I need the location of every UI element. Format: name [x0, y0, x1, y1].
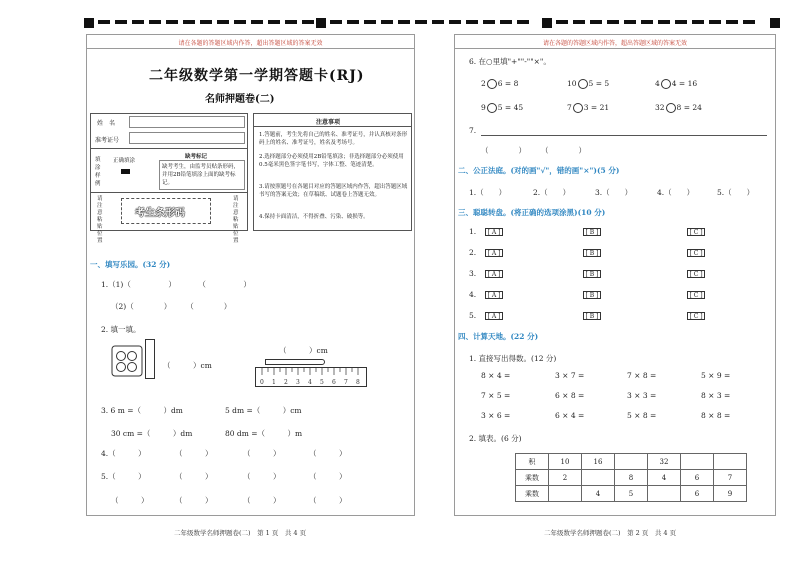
- question-5-blank[interactable]: （ ）: [309, 472, 347, 481]
- table-cell[interactable]: [549, 486, 582, 502]
- choice-question-label: 5.: [469, 311, 477, 320]
- calc-item[interactable]: 5 × 9 =: [701, 371, 731, 380]
- operator-circle[interactable]: [487, 103, 497, 113]
- table-cell: 5: [615, 486, 648, 502]
- question-2-cm-blank-left[interactable]: （ ）cm: [163, 361, 212, 370]
- table-cell: 32: [648, 454, 681, 470]
- question-2: 2. 填一填。: [101, 325, 141, 334]
- section-3-title: 三、聪聪转盘。(将正确的选项涂黑)(10 分): [458, 208, 606, 217]
- table-cell: 8: [615, 470, 648, 486]
- question-3-item[interactable]: 30 cm =（ ）dm: [111, 429, 193, 438]
- paste-position-left: 请注意粘贴位置: [97, 196, 103, 244]
- table-cell: 7: [714, 470, 747, 486]
- question-5-blank[interactable]: （ ）: [111, 496, 149, 505]
- answer-sheet-page-2: [454, 34, 776, 516]
- table-cell: 9: [714, 486, 747, 502]
- choice-option-bubble[interactable]: [ C ]: [687, 228, 705, 236]
- operator-circle[interactable]: [578, 79, 588, 89]
- judge-answer[interactable]: 2.（ ）: [533, 188, 571, 197]
- question-3-item[interactable]: 80 dm =（ ）m: [225, 429, 303, 438]
- ruler-tick-label: 1: [272, 379, 276, 386]
- table-cell: 乘数: [516, 486, 549, 502]
- choice-option-bubble[interactable]: [ A ]: [485, 291, 503, 299]
- choice-option-bubble[interactable]: [ C ]: [687, 249, 705, 257]
- calc-item[interactable]: 6 × 8 =: [555, 391, 585, 400]
- table-cell[interactable]: [582, 470, 615, 486]
- calc-item[interactable]: 7 × 5 =: [481, 391, 511, 400]
- calc-item[interactable]: 8 × 4 =: [481, 371, 511, 380]
- table-cell[interactable]: [615, 454, 648, 470]
- question-4-blank[interactable]: 4.（ ）: [101, 449, 146, 458]
- question-6-item[interactable]: 4 4 = 16: [655, 79, 698, 88]
- note-item: 3.请按照题号在各题目对应的答题区域内作答，超出答题区域书写的答案无效；在草稿纸、试题卷上答题无效。: [259, 184, 408, 198]
- section-4-title: 四、计算天地。(22 分): [458, 332, 539, 341]
- ruler-tick-label: 5: [320, 379, 324, 386]
- calc-item[interactable]: 3 × 3 =: [627, 391, 657, 400]
- operator-circle[interactable]: [487, 79, 497, 89]
- table-cell: 4: [648, 470, 681, 486]
- question-6: 6. 在○里填"+""-""×"。: [469, 57, 551, 66]
- question-5-blank[interactable]: 5.（ ）: [101, 472, 146, 481]
- table-cell: 积: [516, 454, 549, 470]
- mini-ruler-illustration: [145, 339, 155, 379]
- absent-mark-label: 缺考标记: [185, 154, 208, 160]
- pencil-illustration: [265, 359, 325, 365]
- note-item: 4.保持卡面清洁，不得折叠、污染、破损等。: [259, 214, 369, 220]
- page-footer: 二年级数学名师押题卷(二) 第 2 页 共 4 页: [544, 529, 677, 537]
- ruler-tick-label: 4: [308, 379, 312, 386]
- ruler-tick-label: 7: [344, 379, 348, 386]
- operator-circle[interactable]: [661, 79, 671, 89]
- choice-option-bubble[interactable]: [ B ]: [583, 291, 601, 299]
- judge-answer[interactable]: 4.（ ）: [657, 188, 695, 197]
- corner-marker-middle: [316, 18, 326, 28]
- question-6-item[interactable]: 7 3 = 21: [567, 103, 610, 112]
- note-item: 2.选择题部分必须使用2B铅笔填涂；非选择题部分必须使用0.5毫米黑色签字笔书写，字体工整、笔迹清楚。: [259, 154, 404, 168]
- question-6-item[interactable]: 32 8 = 24: [655, 103, 702, 112]
- question-7-answer-line[interactable]: [481, 135, 767, 136]
- question-4-blank[interactable]: （ ）: [175, 449, 213, 458]
- operator-circle[interactable]: [573, 103, 583, 113]
- student-info-block: [90, 113, 248, 244]
- calc-item[interactable]: 8 × 8 =: [701, 411, 731, 420]
- choice-option-bubble[interactable]: [ A ]: [485, 249, 503, 257]
- table-cell[interactable]: [648, 486, 681, 502]
- table-cell: 10: [549, 454, 582, 470]
- notes-block: [253, 113, 412, 231]
- table-cell: 6: [681, 470, 714, 486]
- answer-area-hint: 请在各题的答题区域内作答，超出答题区域的答案无效: [542, 40, 687, 47]
- table-cell: 6: [681, 486, 714, 502]
- choice-question-label: 1.: [469, 227, 477, 236]
- question-6-item[interactable]: 9 5 = 45: [481, 103, 524, 112]
- table-row: [516, 486, 747, 502]
- question-4-blank[interactable]: （ ）: [243, 449, 281, 458]
- bead-counter-illustration: [111, 345, 143, 377]
- question-2-cm-blank-right[interactable]: （ ）cm: [279, 346, 328, 355]
- divider: [455, 48, 775, 49]
- judge-answer[interactable]: 5.（ ）: [717, 188, 755, 197]
- ruler-tick-label: 8: [356, 379, 360, 386]
- divider: [91, 148, 247, 149]
- page-footer: 二年级数学名师押题卷(二) 第 1 页 共 4 页: [174, 529, 307, 537]
- choice-option-bubble[interactable]: [ C ]: [687, 291, 705, 299]
- choice-question-label: 2.: [469, 248, 477, 257]
- paste-position-right: 请注意粘贴位置: [233, 196, 239, 244]
- table-cell[interactable]: [681, 454, 714, 470]
- choice-option-bubble[interactable]: [ C ]: [687, 270, 705, 278]
- question-5-blank[interactable]: （ ）: [243, 496, 281, 505]
- table-cell[interactable]: [714, 454, 747, 470]
- judge-answer[interactable]: 1.（ ）: [469, 188, 507, 197]
- table-row: [516, 454, 747, 470]
- dash-strip-right: [556, 20, 755, 24]
- note-item: 1.答题前，考生先将自己的姓名、准考证号，并认真核对条形码上的姓名、准考证号，姓名及考场号。: [259, 132, 408, 146]
- ruler-illustration: [255, 367, 367, 387]
- answer-area-hint: 请在各题的答题区域内作答，超出答题区域的答案无效: [178, 40, 323, 47]
- dash-strip-middle: [330, 20, 529, 24]
- ruler-tick-label: 6: [332, 379, 336, 386]
- question-4-1: 1. 直接写出得数。(12 分): [469, 354, 557, 363]
- question-5-blank[interactable]: （ ）: [175, 496, 213, 505]
- choice-option-bubble[interactable]: [ B ]: [583, 249, 601, 257]
- choice-option-bubble[interactable]: [ A ]: [485, 270, 503, 278]
- question-5-blank[interactable]: （ ）: [175, 472, 213, 481]
- name-field[interactable]: [129, 116, 245, 128]
- calc-item[interactable]: 3 × 6 =: [481, 411, 511, 420]
- choice-option-bubble[interactable]: [ B ]: [583, 312, 601, 320]
- operator-circle[interactable]: [666, 103, 676, 113]
- correct-fill-label: 正确填涂: [113, 158, 136, 164]
- ruler-tick-label: 0: [260, 379, 264, 386]
- name-label: 姓 名: [97, 120, 116, 127]
- judge-answer[interactable]: 3.（ ）: [595, 188, 633, 197]
- table-cell: 4: [582, 486, 615, 502]
- choice-option-bubble[interactable]: [ C ]: [687, 312, 705, 320]
- question-3-item[interactable]: 3. 6 m =（ ）dm: [101, 406, 183, 415]
- choice-option-bubble[interactable]: [ B ]: [583, 270, 601, 278]
- question-4-2: 2. 填表。(6 分): [469, 434, 522, 443]
- answer-sheet-page-1: [86, 34, 415, 516]
- choice-option-bubble[interactable]: [ A ]: [485, 312, 503, 320]
- table-cell: 2: [549, 470, 582, 486]
- question-6-item[interactable]: 10 5 = 5: [567, 79, 610, 88]
- table-cell: 16: [582, 454, 615, 470]
- corner-marker-left: [84, 18, 94, 28]
- question-1-part-1[interactable]: 1.（1)（ ） （ ）: [101, 280, 251, 289]
- absent-mark-text: 缺考考生，由监考员贴条形码，并用2B铅笔填涂上面的缺考标记。: [162, 164, 240, 186]
- calc-item[interactable]: 7 × 8 =: [627, 371, 657, 380]
- dash-strip-left: [98, 20, 314, 24]
- corner-marker-right: [770, 18, 780, 28]
- question-3-item[interactable]: 5 dm =（ ）cm: [225, 406, 302, 415]
- section-1-title: 一、填写乐园。(32 分): [90, 260, 171, 269]
- question-7-blanks[interactable]: （ ） （ ）: [481, 146, 586, 155]
- divider: [254, 126, 411, 127]
- question-5-blank[interactable]: （ ）: [309, 496, 347, 505]
- ruler-tick-label: 2: [284, 379, 288, 386]
- question-4-blank[interactable]: （ ）: [309, 449, 347, 458]
- question-1-part-2[interactable]: （2)（ ） （ ）: [111, 302, 232, 311]
- choice-question-label: 3.: [469, 269, 477, 278]
- corner-marker-center: [542, 18, 552, 28]
- choice-option-bubble[interactable]: [ A ]: [485, 228, 503, 236]
- question-7: 7.: [469, 126, 477, 135]
- calc-item[interactable]: 3 × 7 =: [555, 371, 585, 380]
- divider: [87, 48, 414, 49]
- question-6-item[interactable]: 2 6 = 8: [481, 79, 519, 88]
- table-cell: 乘数: [516, 470, 549, 486]
- exam-number-field[interactable]: [129, 132, 245, 144]
- calc-item[interactable]: 6 × 4 =: [555, 411, 585, 420]
- table-row: [516, 470, 747, 486]
- calc-item[interactable]: 5 × 8 =: [627, 411, 657, 420]
- multiplication-table: [515, 453, 747, 502]
- page-title: 二年级数学第一学期答题卡(RJ): [149, 68, 365, 84]
- correct-fill-sample: [121, 169, 130, 174]
- ruler-tick-label: 3: [296, 379, 300, 386]
- fill-sample-label: 填涂样例: [95, 157, 101, 187]
- barcode-label: 考生条形码: [135, 208, 185, 219]
- divider: [91, 192, 247, 193]
- page-subtitle: 名师押题卷(二): [205, 94, 275, 105]
- choice-option-bubble[interactable]: [ B ]: [583, 228, 601, 236]
- exam-number-label: 准考证号: [95, 137, 120, 144]
- calc-item[interactable]: 8 × 3 =: [701, 391, 731, 400]
- section-2-title: 二、公正法庭。(对的画"√"，错的画"×")(5 分): [458, 166, 620, 175]
- choice-question-label: 4.: [469, 290, 477, 299]
- notes-title: 注意事项: [316, 119, 341, 126]
- question-5-blank[interactable]: （ ）: [243, 472, 281, 481]
